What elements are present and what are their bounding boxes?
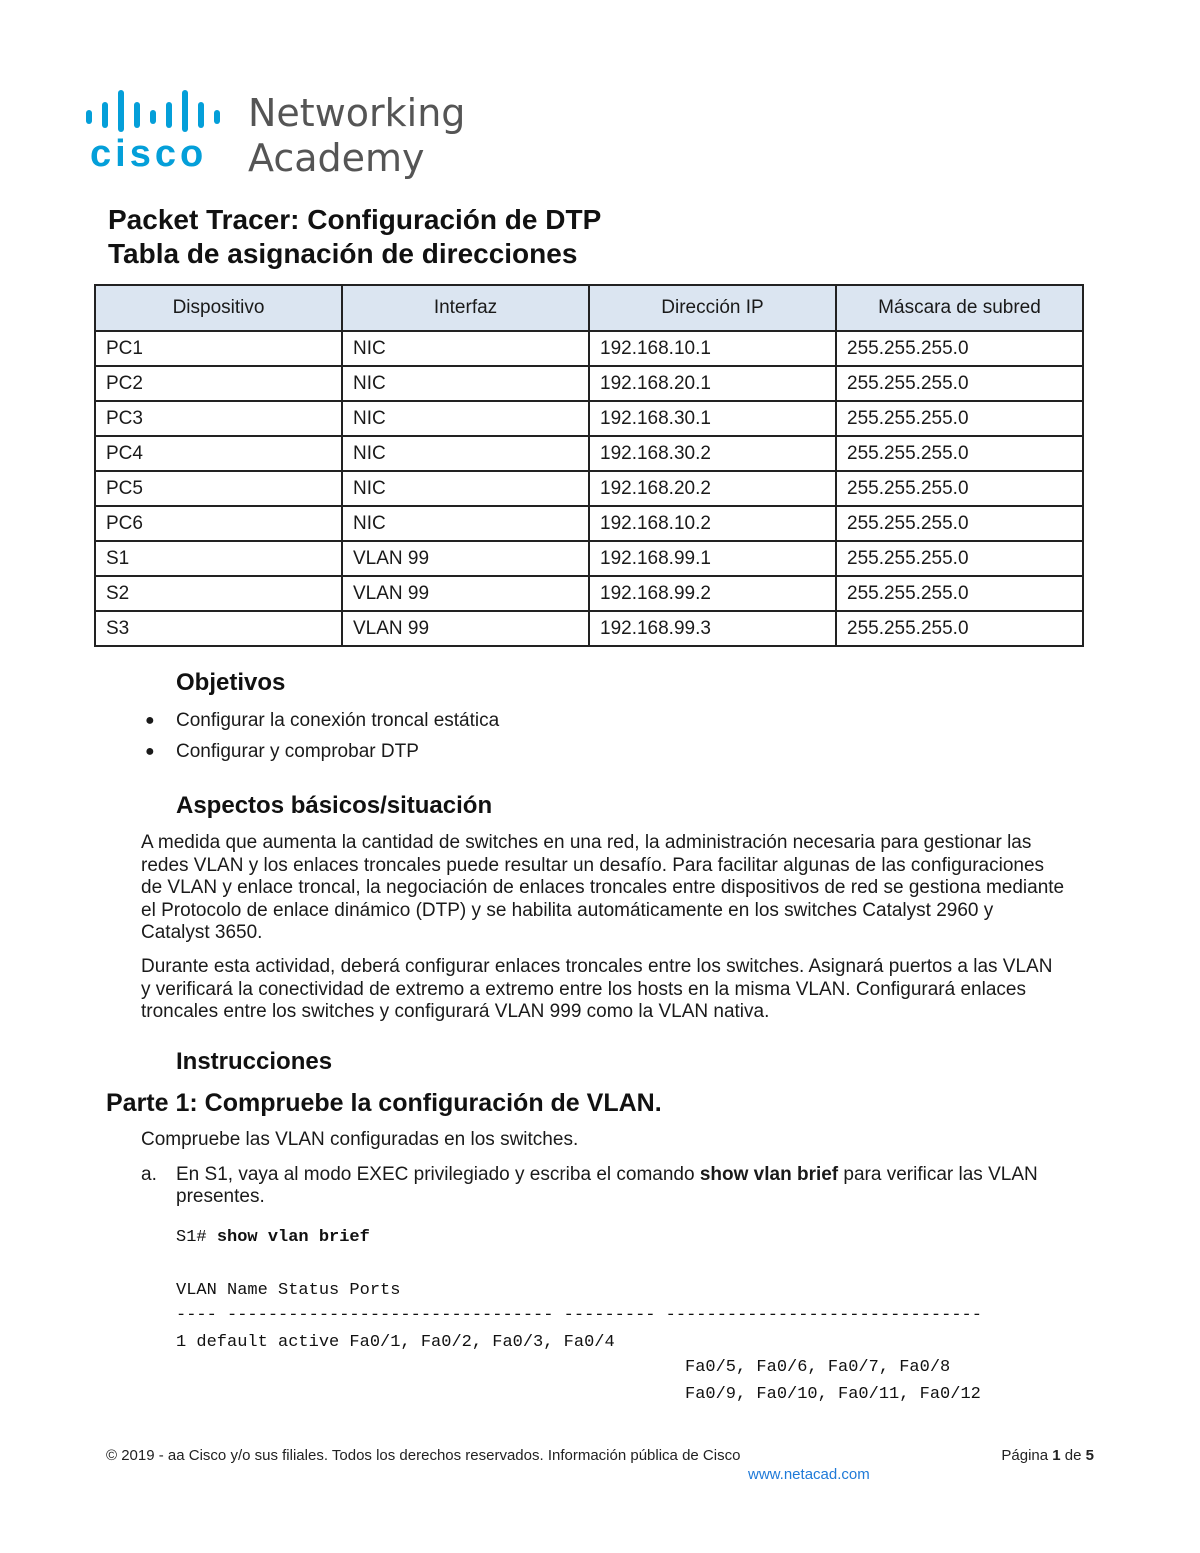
col-header-interface: Interfaz: [342, 285, 589, 331]
cisco-bars-icon: [86, 90, 220, 132]
instructions-heading: Instrucciones: [176, 1048, 333, 1075]
cell-device: S3: [95, 611, 342, 646]
cell-ip: 192.168.99.1: [589, 541, 836, 576]
background-heading: Aspectos básicos/situación: [176, 792, 493, 819]
code-row-1-continuation-2: Fa0/9, Fa0/10, Fa0/11, Fa0/12: [685, 1385, 981, 1404]
background-paragraph-1: [141, 832, 1101, 945]
code-command: show vlan brief: [216, 1228, 370, 1247]
step-line-2: presentes.: [176, 1186, 265, 1207]
step-letter: a.: [141, 1164, 157, 1185]
code-prompt: S1#: [176, 1228, 217, 1247]
step-line-1: [176, 1164, 1096, 1186]
cell-device: S1: [95, 541, 342, 576]
table-row: [95, 366, 1083, 401]
cell-ip: 192.168.30.1: [589, 401, 836, 436]
paragraph-line: troncales entre los switches y configurará VLAN 999 como la VLAN nativa.: [141, 1001, 770, 1022]
cell-interface: VLAN 99: [342, 611, 589, 646]
bullet-icon: ●: [145, 743, 155, 760]
cell-interface: NIC: [342, 471, 589, 506]
footer-link[interactable]: www.netacad.com: [748, 1466, 870, 1483]
title-line-2: Tabla de asignación de direcciones: [108, 238, 578, 269]
code-row-1-continuation: Fa0/5, Fa0/6, Fa0/7, Fa0/8: [685, 1358, 951, 1377]
code-separator: ---- -------------------------------- --------- -------------------------------: [176, 1306, 982, 1325]
cell-mask: 255.255.255.0: [836, 611, 1083, 646]
cell-mask: 255.255.255.0: [836, 436, 1083, 471]
cell-device: PC4: [95, 436, 342, 471]
cell-interface: VLAN 99: [342, 576, 589, 611]
table-row: [95, 471, 1083, 506]
paragraph-line: y verificará la conectividad de extremo a extremo entre los hosts en la misma VLAN. Configurará enlaces: [141, 978, 1026, 1000]
step-text: [176, 1164, 1096, 1208]
step-text-before: En S1, vaya al modo EXEC privilegiado y escriba el comando: [176, 1164, 700, 1185]
table-row: [95, 331, 1083, 366]
bullet-icon: ●: [145, 712, 155, 729]
cell-interface: NIC: [342, 401, 589, 436]
cell-device: PC6: [95, 506, 342, 541]
address-table: [94, 284, 1084, 647]
paragraph-line: A medida que aumenta la cantidad de switches en una red, la administración necesaria para gestionar las: [141, 832, 1032, 853]
cell-interface: NIC: [342, 331, 589, 366]
objectives-list: [145, 708, 500, 770]
table-row: [95, 506, 1083, 541]
part1-intro: Compruebe las VLAN configuradas en los switches.: [141, 1129, 579, 1150]
cell-mask: 255.255.255.0: [836, 506, 1083, 541]
list-item: [145, 708, 500, 739]
objective-text: Configurar y comprobar DTP: [176, 741, 419, 762]
objective-text: Configurar la conexión troncal estática: [176, 710, 500, 731]
cell-ip: 192.168.20.2: [589, 471, 836, 506]
paragraph-line: de VLAN y enlace troncal, la negociación de enlaces troncales entre dispositivos de red se gestiona mediante: [141, 877, 1065, 898]
footer-page-number: [1001, 1447, 1094, 1464]
cell-device: PC5: [95, 471, 342, 506]
page-title: [108, 203, 601, 271]
code-header: VLAN Name Status Ports: [176, 1281, 401, 1300]
col-header-ip: Dirección IP: [589, 285, 836, 331]
paragraph-line: el Protocolo de enlace dinámico (DTP) y se habilita automáticamente en los switches Catalyst 2960 y: [141, 899, 994, 921]
background-paragraph-2: [141, 956, 1101, 1024]
page-of: de: [1064, 1447, 1082, 1464]
cell-device: PC3: [95, 401, 342, 436]
cell-ip: 192.168.99.3: [589, 611, 836, 646]
cell-ip: 192.168.10.1: [589, 331, 836, 366]
table-row: [95, 576, 1083, 611]
col-header-device: Dispositivo: [95, 285, 342, 331]
step-command: show vlan brief: [699, 1164, 839, 1185]
cell-interface: NIC: [342, 506, 589, 541]
cell-mask: 255.255.255.0: [836, 366, 1083, 401]
paragraph-line: Catalyst 3650.: [141, 922, 263, 943]
cell-mask: 255.255.255.0: [836, 331, 1083, 366]
step-text-after: para verificar las VLAN: [838, 1164, 1038, 1185]
cell-ip: 192.168.99.2: [589, 576, 836, 611]
cell-interface: NIC: [342, 436, 589, 471]
cell-mask: 255.255.255.0: [836, 541, 1083, 576]
code-command-line: [176, 1228, 370, 1247]
list-item: [145, 739, 499, 770]
paragraph-line: Durante esta actividad, deberá configurar enlaces troncales entre los switches. Asignará puertos a las VLAN: [141, 956, 1053, 977]
cell-interface: NIC: [342, 366, 589, 401]
cell-mask: 255.255.255.0: [836, 471, 1083, 506]
table-row: [95, 436, 1083, 471]
paragraph-line: redes VLAN y los enlaces troncales puede resultar un desafío. Para facilitar algunas de las configuraciones: [141, 854, 1045, 876]
page-current: 1: [1052, 1447, 1061, 1464]
cisco-logo-graphic: [84, 88, 484, 184]
code-row-1: 1 default active Fa0/1, Fa0/2, Fa0/3, Fa0/4: [176, 1333, 615, 1352]
table-row: [95, 541, 1083, 576]
col-header-mask: Máscara de subred: [836, 285, 1083, 331]
table-row: [95, 611, 1083, 646]
page-label: Página: [1001, 1447, 1049, 1464]
part1-heading: Parte 1: Compruebe la configuración de VLAN.: [106, 1089, 662, 1117]
title-line-1: Packet Tracer: Configuración de DTP: [108, 204, 602, 235]
cisco-networking-academy-logo: [84, 88, 484, 184]
brand-academy: Academy: [248, 136, 425, 180]
table-header-row: [95, 285, 1083, 331]
cell-ip: 192.168.10.2: [589, 506, 836, 541]
cell-ip: 192.168.30.2: [589, 436, 836, 471]
objectives-heading: Objetivos: [176, 669, 286, 696]
cisco-wordmark: cisco: [90, 133, 208, 175]
cell-device: S2: [95, 576, 342, 611]
footer-copyright: © 2019 - aa Cisco y/o sus filiales. Todos los derechos reservados. Información pública de Cisco: [106, 1447, 741, 1464]
brand-networking: Networking: [248, 91, 466, 135]
cell-mask: 255.255.255.0: [836, 576, 1083, 611]
cell-device: PC2: [95, 366, 342, 401]
page-total: 5: [1085, 1447, 1094, 1464]
table-row: [95, 401, 1083, 436]
cell-device: PC1: [95, 331, 342, 366]
cell-mask: 255.255.255.0: [836, 401, 1083, 436]
cell-ip: 192.168.20.1: [589, 366, 836, 401]
cell-interface: VLAN 99: [342, 541, 589, 576]
